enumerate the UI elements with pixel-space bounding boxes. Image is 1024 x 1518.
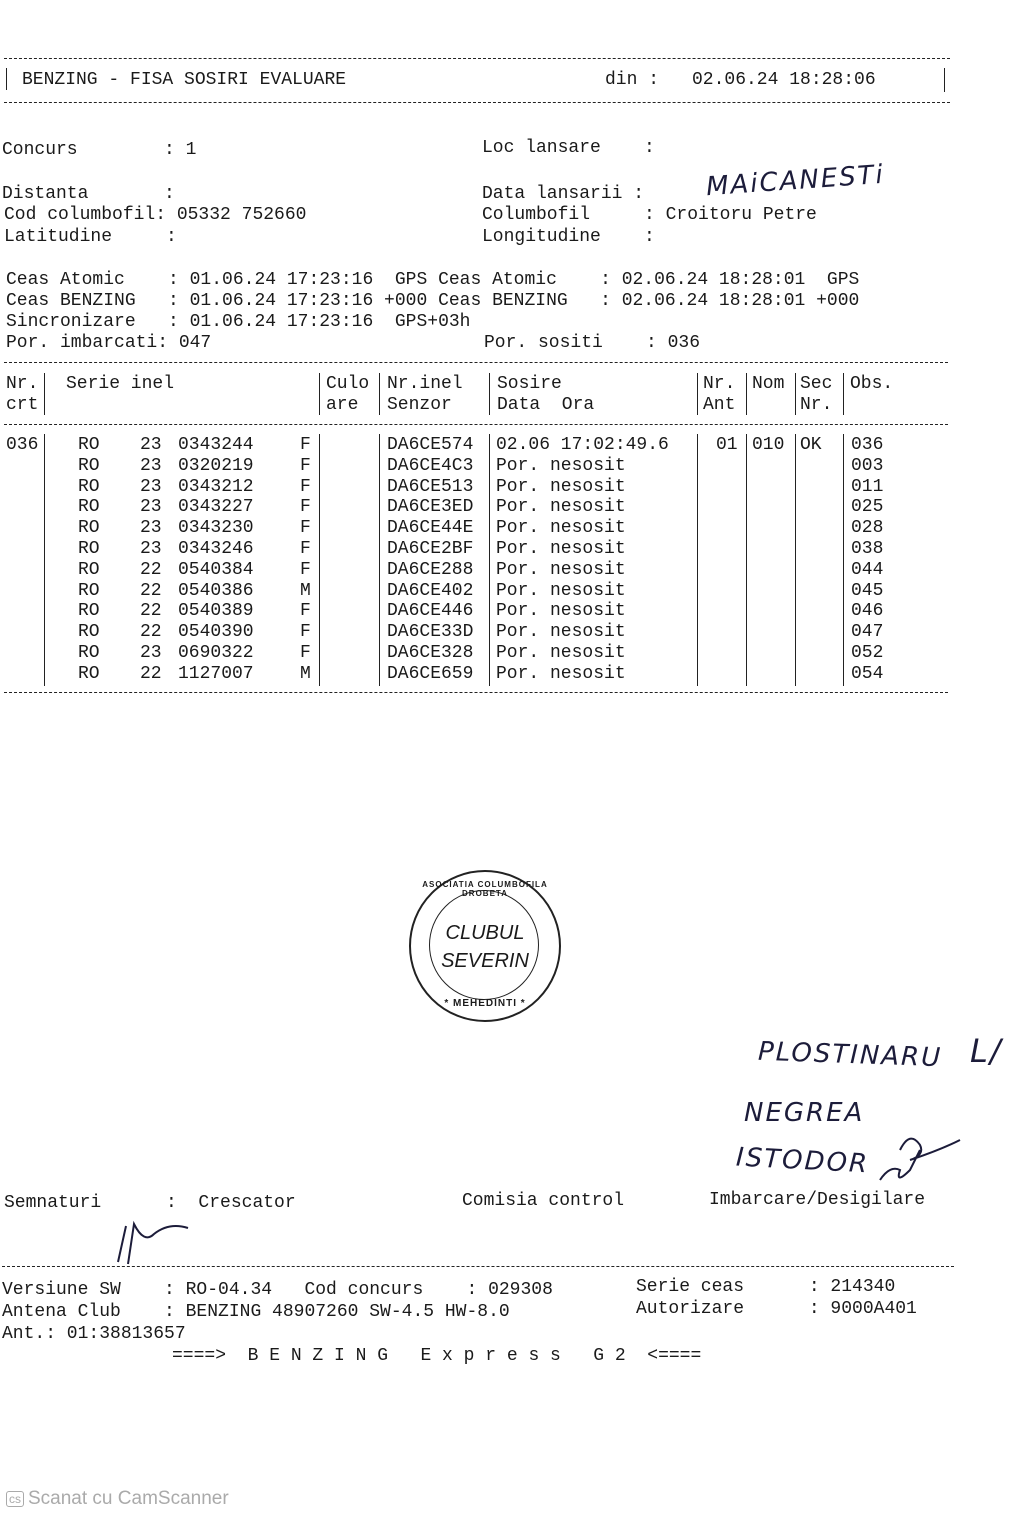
- cell-obs: 011: [851, 476, 884, 497]
- cell-sex: M: [300, 580, 311, 601]
- cell-an: 23: [140, 643, 162, 663]
- cell-an: 23: [140, 455, 162, 476]
- cell-sosire: Por. nesosit: [496, 497, 626, 518]
- cell-nr: 0540389: [178, 601, 254, 622]
- body-sep: [795, 434, 796, 686]
- cell-senzor: DA6CE44E: [387, 518, 474, 539]
- hdr-sep: [795, 373, 796, 415]
- cell-an: 23: [140, 476, 162, 497]
- col-obs-header: Obs.: [850, 374, 894, 394]
- cell-obs: 047: [851, 622, 884, 643]
- cell-obs: 054: [851, 663, 884, 684]
- cell-senzor: DA6CE513: [387, 476, 474, 497]
- concurs-field: Concurs : 1: [2, 140, 197, 160]
- cell-sosire: Por. nesosit: [496, 663, 626, 684]
- cod-columbofil-field: Cod columbofil: 05332 752660: [4, 205, 307, 225]
- stamp-ring-top: ASOCIATIA COLUMBOFILA DROBETA: [422, 880, 548, 898]
- cell-obs: 003: [851, 455, 884, 476]
- table-header-rule: [4, 424, 948, 425]
- camscanner-logo-icon: cs: [6, 1491, 24, 1507]
- antena-club-line: Antena Club : BENZING 48907260 SW-4.5 HW-8.0: [2, 1302, 510, 1322]
- cell-obs: 025: [851, 497, 884, 518]
- col-nr-header: Nr.: [6, 374, 39, 394]
- handwritten-name-3: ISTODOR: [735, 1142, 870, 1180]
- latitudine-field: Latitudine :: [4, 227, 177, 247]
- table-top-rule: [4, 362, 948, 363]
- hdr-sep: [843, 373, 844, 415]
- body-sep: [379, 434, 380, 686]
- cell-tara: RO: [78, 601, 100, 622]
- cell-tara: RO: [78, 643, 100, 663]
- cell-tara: RO: [78, 539, 100, 559]
- col-sosire-header: Sosire: [497, 374, 562, 394]
- cell-an: 23: [140, 518, 162, 539]
- cell-obs: 052: [851, 643, 884, 663]
- hdr-sep: [44, 373, 45, 415]
- cell-tara: RO: [78, 580, 100, 601]
- cell-nr: 0690322: [178, 643, 254, 663]
- cell-senzor: DA6CE328: [387, 643, 474, 663]
- body-sep: [697, 434, 698, 686]
- stamp-line-2: SEVERIN: [441, 950, 529, 972]
- col-senzor-header: Senzor: [387, 395, 452, 415]
- porumbei-imbarcati: Por. imbarcati: 047: [6, 333, 212, 353]
- cell-tara: RO: [78, 622, 100, 643]
- cell-senzor: DA6CE4C3: [387, 455, 474, 476]
- benzing-express-banner: ====> B E N Z I N G E x p r e s s G 2 <====: [172, 1346, 702, 1366]
- stamp-line-1: CLUBUL: [445, 922, 525, 944]
- cell-sex: F: [300, 601, 311, 622]
- col-culoare-header: are: [326, 395, 359, 415]
- header-left-bar: [6, 68, 7, 90]
- cell-sosire: Por. nesosit: [496, 559, 626, 580]
- cell-nr: 0540384: [178, 559, 254, 580]
- col-culo-header: Culo: [326, 374, 370, 394]
- col-ant-header: Ant: [703, 395, 736, 415]
- handwritten-initial-1: ᒪ/: [970, 1032, 1003, 1070]
- crescator-signature: [100, 1212, 200, 1272]
- header-top-rule: [4, 58, 950, 59]
- data-lansarii-field: Data lansarii :: [482, 184, 645, 204]
- cell-sosire: Por. nesosit: [496, 455, 626, 476]
- body-sep: [44, 434, 45, 686]
- versiune-sw-line: Versiune SW : RO-04.34 Cod concurs : 029308: [2, 1280, 553, 1300]
- columbofil-field: Columbofil : Croitoru Petre: [482, 205, 817, 225]
- cell-sec: OK: [800, 435, 822, 455]
- cell-sex: F: [300, 476, 311, 497]
- stamp-inner-ring: [429, 890, 539, 1000]
- semnaturi-crescator: Semnaturi : Crescator: [4, 1193, 296, 1213]
- camscanner-watermark: [6, 1488, 229, 1510]
- camscanner-text: Scanat cu CamScanner: [28, 1488, 229, 1509]
- cell-nr: 0540390: [178, 622, 254, 643]
- body-sep: [489, 434, 490, 686]
- cell-sex: F: [300, 559, 311, 580]
- table-bottom-rule: [4, 692, 948, 693]
- cell-nr: 0320219: [178, 455, 254, 476]
- cell-nr: 0343246: [178, 539, 254, 559]
- body-sep: [319, 434, 320, 686]
- ceas-atomic-line: Ceas Atomic : 01.06.24 17:23:16 GPS Ceas Atomic : 02.06.24 18:28:01 GPS: [6, 270, 860, 290]
- body-sep: [843, 434, 844, 686]
- cell-obs: 036: [851, 435, 884, 455]
- cell-senzor: DA6CE33D: [387, 622, 474, 643]
- handwritten-signature-scribble: [860, 1110, 970, 1190]
- crt-number: 036: [6, 435, 39, 455]
- cell-obs: 046: [851, 601, 884, 622]
- sincronizare-line: Sincronizare : 01.06.24 17:23:16 GPS+03h: [6, 312, 471, 332]
- cell-sosire: Por. nesosit: [496, 643, 626, 663]
- col-nom-header: Nom: [752, 374, 785, 394]
- col-sec-nr-header: Nr.: [800, 395, 833, 415]
- cell-sosire: Por. nesosit: [496, 580, 626, 601]
- cell-nr: 1127007: [178, 663, 254, 684]
- document-title: BENZING - FISA SOSIRI EVALUARE: [22, 70, 347, 90]
- distanta-field: Distanta :: [2, 184, 175, 204]
- col-crt-header: crt: [6, 395, 39, 415]
- cell-sosire: 02.06 17:02:49.6: [496, 435, 669, 455]
- cell-an: 23: [140, 435, 162, 455]
- cell-sex: F: [300, 539, 311, 559]
- comisia-control-label: Comisia control: [462, 1191, 625, 1211]
- col-data-ora-header: Data Ora: [497, 395, 595, 415]
- cell-senzor: DA6CE659: [387, 663, 474, 684]
- cell-tara: RO: [78, 518, 100, 539]
- loc-lansare-field: Loc lansare :: [482, 138, 655, 158]
- cell-an: 22: [140, 580, 162, 601]
- hdr-sep: [697, 373, 698, 415]
- cell-sosire: Por. nesosit: [496, 539, 626, 559]
- header-bottom-rule: [4, 102, 950, 103]
- cell-obs: 028: [851, 518, 884, 539]
- club-stamp: [409, 870, 561, 1022]
- cell-sex: F: [300, 518, 311, 539]
- cell-ant: 01: [716, 435, 738, 455]
- cell-sex: F: [300, 435, 311, 455]
- cell-sosire: Por. nesosit: [496, 518, 626, 539]
- cell-senzor: DA6CE574: [387, 435, 474, 455]
- loc-lansare-handwritten: MAiCANESTi: [705, 159, 886, 203]
- longitudine-field: Longitudine :: [482, 227, 655, 247]
- cell-nom: 010: [752, 435, 785, 455]
- cell-an: 22: [140, 622, 162, 643]
- cell-senzor: DA6CE2BF: [387, 539, 474, 559]
- cell-sex: F: [300, 497, 311, 518]
- ceas-benzing-line: Ceas BENZING : 01.06.24 17:23:16 +000 Ceas BENZING : 02.06.24 18:28:01 +000: [6, 291, 860, 311]
- cell-senzor: DA6CE288: [387, 559, 474, 580]
- antena-number: Ant.: 01:38813657: [2, 1324, 186, 1344]
- autorizare-field: Autorizare : 9000A401: [636, 1299, 917, 1319]
- cell-nr: 0343230: [178, 518, 254, 539]
- cell-an: 23: [140, 497, 162, 518]
- cell-nr: 0343212: [178, 476, 254, 497]
- report-datetime: 02.06.24 18:28:06: [692, 70, 876, 90]
- cell-tara: RO: [78, 559, 100, 580]
- cell-tara: RO: [78, 476, 100, 497]
- cell-obs: 038: [851, 539, 884, 559]
- cell-tara: RO: [78, 455, 100, 476]
- col-serie-header: Serie inel: [66, 374, 175, 394]
- header-right-bar: [944, 68, 945, 92]
- cell-sosire: Por. nesosit: [496, 601, 626, 622]
- footer-top-rule: [2, 1266, 954, 1267]
- cell-senzor: DA6CE446: [387, 601, 474, 622]
- cell-tara: RO: [78, 663, 100, 684]
- cell-nr: 0343227: [178, 497, 254, 518]
- stamp-ring-bottom: * MEHEDINTI *: [444, 998, 526, 1009]
- cell-sex: F: [300, 622, 311, 643]
- handwritten-name-2: NEGREA: [744, 1098, 865, 1128]
- porumbei-sositi: Por. sositi : 036: [484, 333, 701, 353]
- col-nrinel-header: Nr.inel: [387, 374, 463, 394]
- hdr-sep: [489, 373, 490, 415]
- cell-sex: F: [300, 643, 311, 663]
- cell-sosire: Por. nesosit: [496, 476, 626, 497]
- hdr-sep: [746, 373, 747, 415]
- din-label: din :: [605, 70, 660, 90]
- cell-tara: RO: [78, 497, 100, 518]
- cell-senzor: DA6CE402: [387, 580, 474, 601]
- cell-obs: 044: [851, 559, 884, 580]
- cell-an: 23: [140, 539, 162, 559]
- cell-an: 22: [140, 559, 162, 580]
- col-sec-header: Sec: [800, 374, 833, 394]
- cell-an: 22: [140, 663, 162, 684]
- cell-sex: F: [300, 455, 311, 476]
- cell-tara: RO: [78, 435, 100, 455]
- handwritten-name-1: PLOSTINARU: [757, 1036, 943, 1074]
- cell-nr: 0343244: [178, 435, 254, 455]
- cell-sosire: Por. nesosit: [496, 622, 626, 643]
- cell-sex: M: [300, 663, 311, 684]
- imbarcare-label: Imbarcare/Desigilare: [709, 1190, 926, 1210]
- col-nr-ant-header: Nr.: [703, 374, 736, 394]
- serie-ceas-field: Serie ceas : 214340: [636, 1277, 896, 1297]
- hdr-sep: [379, 373, 380, 415]
- body-sep: [746, 434, 747, 686]
- cell-obs: 045: [851, 580, 884, 601]
- cell-nr: 0540386: [178, 580, 254, 601]
- cell-senzor: DA6CE3ED: [387, 497, 474, 518]
- cell-an: 22: [140, 601, 162, 622]
- hdr-sep: [319, 373, 320, 415]
